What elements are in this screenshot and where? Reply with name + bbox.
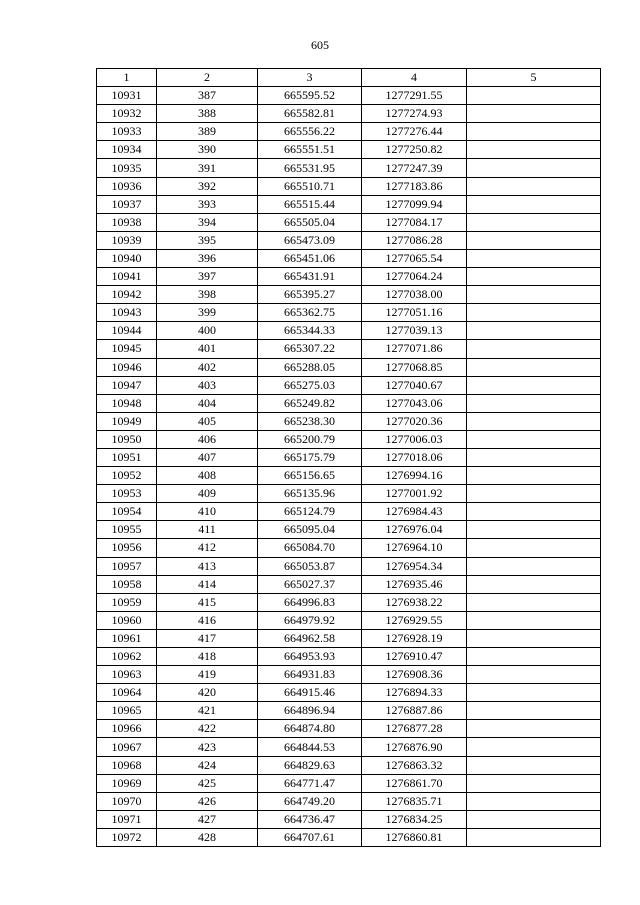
- x-coordinate-cell: 665595.52: [258, 87, 362, 105]
- point-id-cell: 10932: [97, 105, 157, 123]
- y-coordinate-cell: 1276976.04: [362, 521, 467, 539]
- note-cell: [467, 666, 601, 684]
- x-coordinate-cell: 665510.71: [258, 177, 362, 195]
- y-coordinate-cell: 1277183.86: [362, 177, 467, 195]
- point-number-cell: 388: [157, 105, 258, 123]
- note-cell: [467, 376, 601, 394]
- point-number-cell: 389: [157, 123, 258, 141]
- point-id-cell: 10933: [97, 123, 157, 141]
- y-coordinate-cell: 1276994.16: [362, 467, 467, 485]
- column-header-3: 3: [258, 69, 362, 87]
- y-coordinate-cell: 1276863.32: [362, 756, 467, 774]
- point-id-cell: 10938: [97, 213, 157, 231]
- table-row: [97, 430, 601, 448]
- table-row: [97, 702, 601, 720]
- point-id-cell: 10942: [97, 286, 157, 304]
- point-number-cell: 421: [157, 702, 258, 720]
- point-id-cell: 10937: [97, 195, 157, 213]
- note-cell: [467, 322, 601, 340]
- note-cell: [467, 87, 601, 105]
- note-cell: [467, 467, 601, 485]
- table-row: [97, 412, 601, 430]
- y-coordinate-cell: 1277020.36: [362, 412, 467, 430]
- point-number-cell: 409: [157, 485, 258, 503]
- x-coordinate-cell: 664874.80: [258, 720, 362, 738]
- x-coordinate-cell: 664829.63: [258, 756, 362, 774]
- point-number-cell: 415: [157, 593, 258, 611]
- note-cell: [467, 557, 601, 575]
- table-row: [97, 485, 601, 503]
- point-id-cell: 10931: [97, 87, 157, 105]
- x-coordinate-cell: 665249.82: [258, 394, 362, 412]
- table-row: [97, 684, 601, 702]
- y-coordinate-cell: 1276877.28: [362, 720, 467, 738]
- point-number-cell: 391: [157, 159, 258, 177]
- table-row: [97, 340, 601, 358]
- table-row: [97, 575, 601, 593]
- point-number-cell: 418: [157, 648, 258, 666]
- point-id-cell: 10946: [97, 358, 157, 376]
- note-cell: [467, 593, 601, 611]
- y-coordinate-cell: 1277038.00: [362, 286, 467, 304]
- x-coordinate-cell: 665156.65: [258, 467, 362, 485]
- y-coordinate-cell: 1277274.93: [362, 105, 467, 123]
- table-row: [97, 738, 601, 756]
- point-number-cell: 390: [157, 141, 258, 159]
- x-coordinate-cell: 664771.47: [258, 774, 362, 792]
- y-coordinate-cell: 1276928.19: [362, 629, 467, 647]
- x-coordinate-cell: 665515.44: [258, 195, 362, 213]
- table-row: [97, 828, 601, 846]
- note-cell: [467, 177, 601, 195]
- x-coordinate-cell: 664979.92: [258, 611, 362, 629]
- y-coordinate-cell: 1277043.06: [362, 394, 467, 412]
- point-number-cell: 387: [157, 87, 258, 105]
- point-number-cell: 404: [157, 394, 258, 412]
- point-number-cell: 394: [157, 213, 258, 231]
- point-id-cell: 10947: [97, 376, 157, 394]
- point-id-cell: 10959: [97, 593, 157, 611]
- x-coordinate-cell: 665200.79: [258, 430, 362, 448]
- x-coordinate-cell: 665344.33: [258, 322, 362, 340]
- point-number-cell: 406: [157, 430, 258, 448]
- x-coordinate-cell: 665531.95: [258, 159, 362, 177]
- y-coordinate-cell: 1277006.03: [362, 430, 467, 448]
- y-coordinate-cell: 1276964.10: [362, 539, 467, 557]
- table-row: [97, 87, 601, 105]
- note-cell: [467, 702, 601, 720]
- note-cell: [467, 304, 601, 322]
- x-coordinate-cell: 665027.37: [258, 575, 362, 593]
- point-number-cell: 423: [157, 738, 258, 756]
- point-id-cell: 10945: [97, 340, 157, 358]
- table-body: [97, 87, 601, 847]
- point-number-cell: 408: [157, 467, 258, 485]
- note-cell: [467, 575, 601, 593]
- point-id-cell: 10966: [97, 720, 157, 738]
- table-row: [97, 774, 601, 792]
- y-coordinate-cell: 1277099.94: [362, 195, 467, 213]
- note-cell: [467, 756, 601, 774]
- table-row: [97, 593, 601, 611]
- point-id-cell: 10952: [97, 467, 157, 485]
- x-coordinate-cell: 665362.75: [258, 304, 362, 322]
- table-row: [97, 376, 601, 394]
- x-coordinate-cell: 664749.20: [258, 792, 362, 810]
- point-number-cell: 414: [157, 575, 258, 593]
- note-cell: [467, 648, 601, 666]
- table-header-row: [97, 69, 601, 87]
- coordinates-table: [96, 68, 601, 847]
- table-row: [97, 249, 601, 267]
- point-id-cell: 10962: [97, 648, 157, 666]
- point-id-cell: 10971: [97, 810, 157, 828]
- y-coordinate-cell: 1277250.82: [362, 141, 467, 159]
- y-coordinate-cell: 1276860.81: [362, 828, 467, 846]
- x-coordinate-cell: 665505.04: [258, 213, 362, 231]
- point-id-cell: 10969: [97, 774, 157, 792]
- point-number-cell: 407: [157, 448, 258, 466]
- x-coordinate-cell: 665135.96: [258, 485, 362, 503]
- y-coordinate-cell: 1276834.25: [362, 810, 467, 828]
- y-coordinate-cell: 1277086.28: [362, 231, 467, 249]
- point-number-cell: 401: [157, 340, 258, 358]
- point-number-cell: 398: [157, 286, 258, 304]
- note-cell: [467, 430, 601, 448]
- y-coordinate-cell: 1277018.06: [362, 448, 467, 466]
- point-number-cell: 397: [157, 268, 258, 286]
- y-coordinate-cell: 1276938.22: [362, 593, 467, 611]
- point-id-cell: 10960: [97, 611, 157, 629]
- note-cell: [467, 720, 601, 738]
- table-row: [97, 810, 601, 828]
- y-coordinate-cell: 1276929.55: [362, 611, 467, 629]
- x-coordinate-cell: 664931.83: [258, 666, 362, 684]
- x-coordinate-cell: 665551.51: [258, 141, 362, 159]
- table-row: [97, 521, 601, 539]
- table-row: [97, 358, 601, 376]
- point-number-cell: 413: [157, 557, 258, 575]
- point-number-cell: 425: [157, 774, 258, 792]
- point-id-cell: 10936: [97, 177, 157, 195]
- point-id-cell: 10950: [97, 430, 157, 448]
- y-coordinate-cell: 1277291.55: [362, 87, 467, 105]
- point-number-cell: 400: [157, 322, 258, 340]
- note-cell: [467, 828, 601, 846]
- table-row: [97, 141, 601, 159]
- point-id-cell: 10944: [97, 322, 157, 340]
- table-row: [97, 448, 601, 466]
- note-cell: [467, 286, 601, 304]
- y-coordinate-cell: 1276908.36: [362, 666, 467, 684]
- table-row: [97, 666, 601, 684]
- y-coordinate-cell: 1277040.67: [362, 376, 467, 394]
- point-number-cell: 411: [157, 521, 258, 539]
- point-id-cell: 10964: [97, 684, 157, 702]
- x-coordinate-cell: 664707.61: [258, 828, 362, 846]
- point-id-cell: 10967: [97, 738, 157, 756]
- note-cell: [467, 503, 601, 521]
- note-cell: [467, 738, 601, 756]
- note-cell: [467, 340, 601, 358]
- y-coordinate-cell: 1277051.16: [362, 304, 467, 322]
- point-id-cell: 10953: [97, 485, 157, 503]
- point-id-cell: 10943: [97, 304, 157, 322]
- y-coordinate-cell: 1276910.47: [362, 648, 467, 666]
- table-row: [97, 231, 601, 249]
- point-id-cell: 10949: [97, 412, 157, 430]
- note-cell: [467, 448, 601, 466]
- x-coordinate-cell: 664996.83: [258, 593, 362, 611]
- x-coordinate-cell: 664962.58: [258, 629, 362, 647]
- point-number-cell: 392: [157, 177, 258, 195]
- x-coordinate-cell: 664736.47: [258, 810, 362, 828]
- table-row: [97, 286, 601, 304]
- point-number-cell: 420: [157, 684, 258, 702]
- note-cell: [467, 105, 601, 123]
- point-id-cell: 10970: [97, 792, 157, 810]
- point-number-cell: 416: [157, 611, 258, 629]
- point-id-cell: 10955: [97, 521, 157, 539]
- point-number-cell: 396: [157, 249, 258, 267]
- table-row: [97, 756, 601, 774]
- note-cell: [467, 810, 601, 828]
- note-cell: [467, 521, 601, 539]
- y-coordinate-cell: 1276935.46: [362, 575, 467, 593]
- table-row: [97, 177, 601, 195]
- note-cell: [467, 123, 601, 141]
- y-coordinate-cell: 1277071.86: [362, 340, 467, 358]
- table-row: [97, 467, 601, 485]
- y-coordinate-cell: 1276887.86: [362, 702, 467, 720]
- x-coordinate-cell: 664915.46: [258, 684, 362, 702]
- x-coordinate-cell: 665084.70: [258, 539, 362, 557]
- point-number-cell: 399: [157, 304, 258, 322]
- table-row: [97, 159, 601, 177]
- point-number-cell: 428: [157, 828, 258, 846]
- point-number-cell: 427: [157, 810, 258, 828]
- x-coordinate-cell: 665582.81: [258, 105, 362, 123]
- x-coordinate-cell: 665288.05: [258, 358, 362, 376]
- point-number-cell: 393: [157, 195, 258, 213]
- point-id-cell: 10941: [97, 268, 157, 286]
- point-id-cell: 10954: [97, 503, 157, 521]
- point-number-cell: 402: [157, 358, 258, 376]
- note-cell: [467, 684, 601, 702]
- y-coordinate-cell: 1276876.90: [362, 738, 467, 756]
- point-id-cell: 10951: [97, 448, 157, 466]
- note-cell: [467, 358, 601, 376]
- point-number-cell: 424: [157, 756, 258, 774]
- note-cell: [467, 159, 601, 177]
- column-header-1: 1: [97, 69, 157, 87]
- point-id-cell: 10958: [97, 575, 157, 593]
- y-coordinate-cell: 1277247.39: [362, 159, 467, 177]
- point-id-cell: 10963: [97, 666, 157, 684]
- x-coordinate-cell: 665556.22: [258, 123, 362, 141]
- y-coordinate-cell: 1277084.17: [362, 213, 467, 231]
- point-id-cell: 10948: [97, 394, 157, 412]
- point-number-cell: 426: [157, 792, 258, 810]
- table-row: [97, 195, 601, 213]
- note-cell: [467, 611, 601, 629]
- table-row: [97, 322, 601, 340]
- x-coordinate-cell: 665307.22: [258, 340, 362, 358]
- x-coordinate-cell: 665451.06: [258, 249, 362, 267]
- table-row: [97, 720, 601, 738]
- note-cell: [467, 394, 601, 412]
- note-cell: [467, 249, 601, 267]
- table-row: [97, 213, 601, 231]
- note-cell: [467, 231, 601, 249]
- x-coordinate-cell: 665124.79: [258, 503, 362, 521]
- x-coordinate-cell: 665275.03: [258, 376, 362, 394]
- y-coordinate-cell: 1276894.33: [362, 684, 467, 702]
- x-coordinate-cell: 664896.94: [258, 702, 362, 720]
- point-id-cell: 10968: [97, 756, 157, 774]
- page-number: 605: [311, 38, 329, 52]
- table-row: [97, 394, 601, 412]
- table-row: [97, 268, 601, 286]
- y-coordinate-cell: 1277064.24: [362, 268, 467, 286]
- point-id-cell: 10965: [97, 702, 157, 720]
- table-row: [97, 557, 601, 575]
- x-coordinate-cell: 665095.04: [258, 521, 362, 539]
- x-coordinate-cell: 665238.30: [258, 412, 362, 430]
- y-coordinate-cell: 1277276.44: [362, 123, 467, 141]
- x-coordinate-cell: 665175.79: [258, 448, 362, 466]
- y-coordinate-cell: 1276835.71: [362, 792, 467, 810]
- note-cell: [467, 774, 601, 792]
- table-row: [97, 304, 601, 322]
- point-number-cell: 422: [157, 720, 258, 738]
- table-row: [97, 105, 601, 123]
- y-coordinate-cell: 1277001.92: [362, 485, 467, 503]
- point-number-cell: 403: [157, 376, 258, 394]
- table-row: [97, 503, 601, 521]
- y-coordinate-cell: 1277068.85: [362, 358, 467, 376]
- point-number-cell: 410: [157, 503, 258, 521]
- note-cell: [467, 792, 601, 810]
- column-header-2: 2: [157, 69, 258, 87]
- y-coordinate-cell: 1277039.13: [362, 322, 467, 340]
- column-header-4: 4: [362, 69, 467, 87]
- point-id-cell: 10940: [97, 249, 157, 267]
- table-row: [97, 629, 601, 647]
- note-cell: [467, 141, 601, 159]
- column-header-5: 5: [467, 69, 601, 87]
- point-id-cell: 10956: [97, 539, 157, 557]
- table-row: [97, 611, 601, 629]
- y-coordinate-cell: 1276954.34: [362, 557, 467, 575]
- x-coordinate-cell: 665473.09: [258, 231, 362, 249]
- point-number-cell: 419: [157, 666, 258, 684]
- point-id-cell: 10934: [97, 141, 157, 159]
- x-coordinate-cell: 665053.87: [258, 557, 362, 575]
- point-id-cell: 10957: [97, 557, 157, 575]
- note-cell: [467, 485, 601, 503]
- point-id-cell: 10961: [97, 629, 157, 647]
- y-coordinate-cell: 1276984.43: [362, 503, 467, 521]
- point-number-cell: 405: [157, 412, 258, 430]
- note-cell: [467, 412, 601, 430]
- note-cell: [467, 195, 601, 213]
- x-coordinate-cell: 665395.27: [258, 286, 362, 304]
- x-coordinate-cell: 665431.91: [258, 268, 362, 286]
- table-row: [97, 792, 601, 810]
- point-id-cell: 10935: [97, 159, 157, 177]
- note-cell: [467, 268, 601, 286]
- table-row: [97, 539, 601, 557]
- point-id-cell: 10939: [97, 231, 157, 249]
- table-row: [97, 123, 601, 141]
- x-coordinate-cell: 664844.53: [258, 738, 362, 756]
- point-number-cell: 417: [157, 629, 258, 647]
- note-cell: [467, 629, 601, 647]
- table-row: [97, 648, 601, 666]
- point-number-cell: 395: [157, 231, 258, 249]
- note-cell: [467, 539, 601, 557]
- y-coordinate-cell: 1277065.54: [362, 249, 467, 267]
- note-cell: [467, 213, 601, 231]
- y-coordinate-cell: 1276861.70: [362, 774, 467, 792]
- point-number-cell: 412: [157, 539, 258, 557]
- point-id-cell: 10972: [97, 828, 157, 846]
- x-coordinate-cell: 664953.93: [258, 648, 362, 666]
